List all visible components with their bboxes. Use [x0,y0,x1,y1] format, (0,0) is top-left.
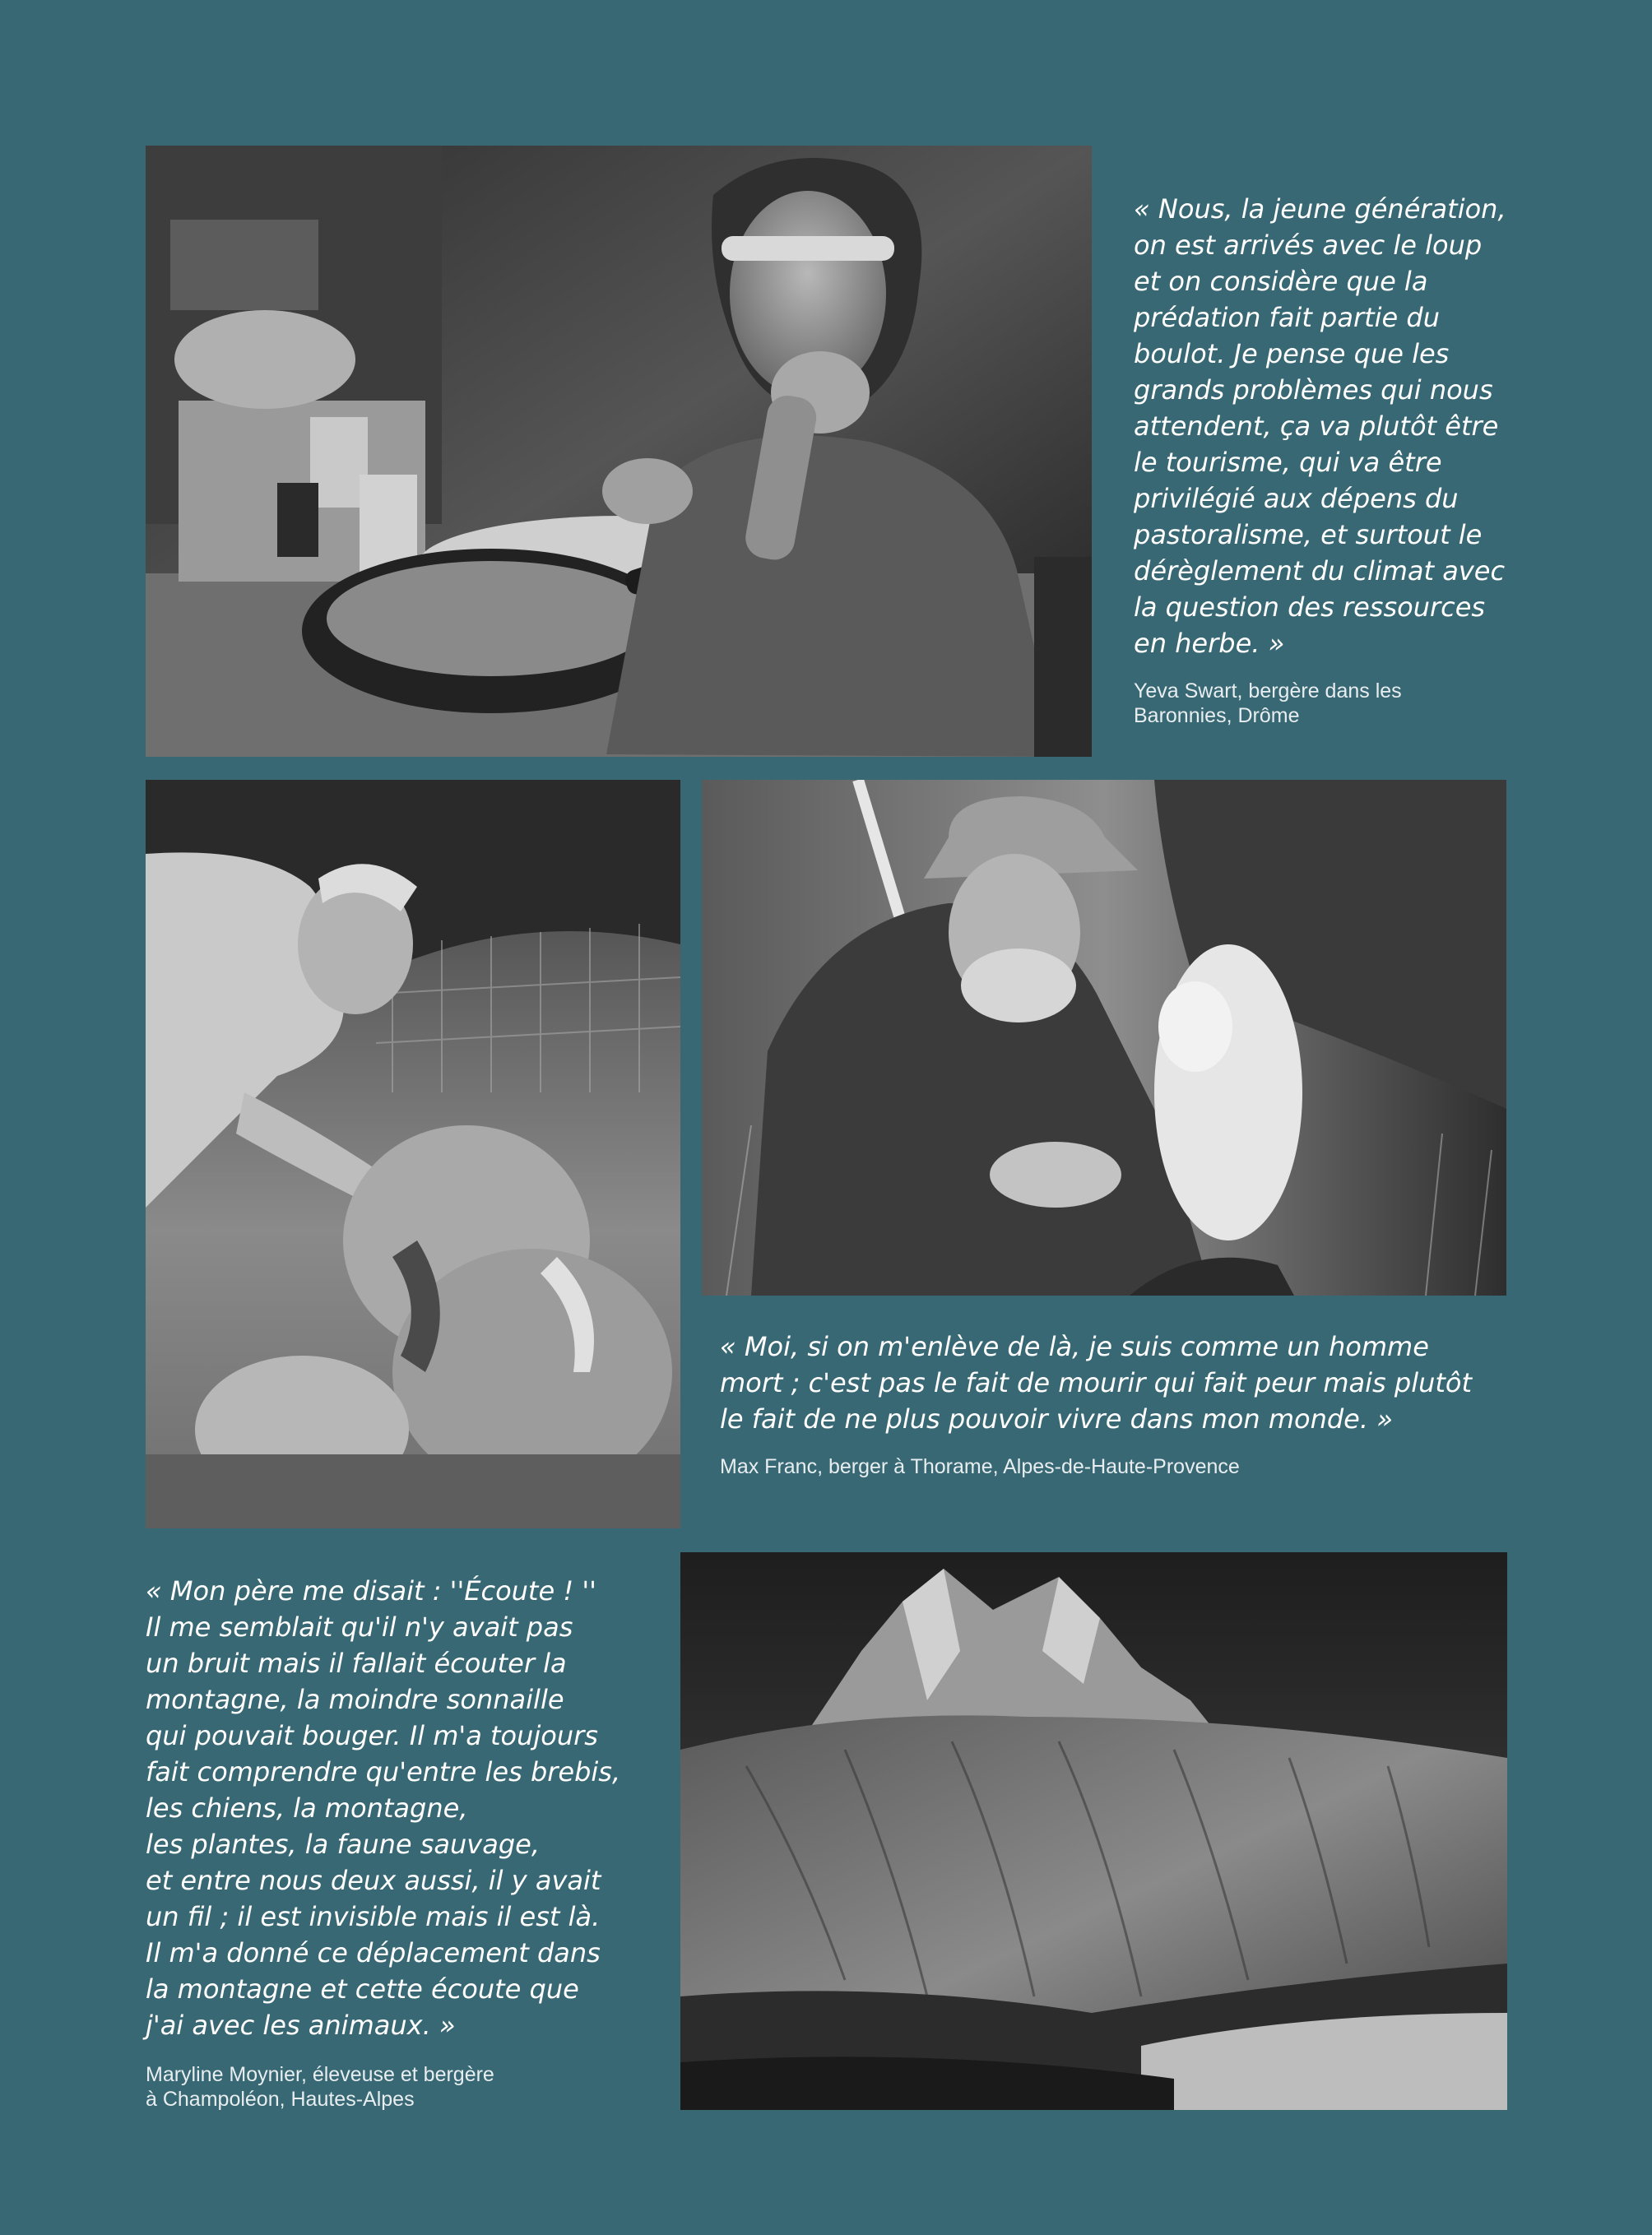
quote-line: grands problèmes qui nous [1134,374,1493,406]
quote-line: la question des ressources [1134,591,1486,623]
credit-line: Max Franc, berger à Thorame, Alpes-de-Haute-Provence [720,1455,1240,1478]
quote-line: on est arrivés avec le loup [1134,230,1483,261]
photo-mountain [680,1552,1507,2110]
quote-line: le tourisme, qui va être [1134,447,1442,478]
photo-man-dog [702,780,1506,1296]
quote-line: en herbe. » [1134,628,1285,659]
credit-line: à Champoléon, Hautes-Alpes [146,2088,415,2111]
quote-yeva-swart [1134,191,1627,661]
quote-line: privilégié aux dépens du [1134,483,1459,514]
credit-line: Maryline Moynier, éleveuse et bergère [146,2063,494,2086]
quote-maryline-moynier [146,1573,672,2043]
quote-line: dérèglement du climat avec [1134,555,1506,587]
quote-line: le fait de ne plus pouvoir vivre dans mon monde. » [720,1403,1393,1435]
photo-woman-sheep [146,780,680,1528]
quote-line: fait comprendre qu'entre les brebis, [146,1756,621,1788]
quote-line: Il me semblait qu'il n'y avait pas [146,1611,573,1643]
quote-line: « Mon père me disait : ''Écoute ! '' [146,1575,596,1607]
quote-line: les chiens, la montagne, [146,1792,468,1824]
photo-woman-sheep-image [146,780,680,1528]
quote-max-franc [720,1328,1625,1437]
photo-man-dog-image [702,780,1506,1296]
quote-line: qui pouvait bouger. Il m'a toujours [146,1720,598,1751]
photo-woman-meal-image [146,146,1092,757]
quote-line: pastoralisme, et surtout le [1134,519,1483,550]
credit-max-franc [720,1454,1625,1479]
credit-line: Yeva Swart, bergère dans les [1134,679,1402,702]
credit-line: Baronnies, Drôme [1134,704,1300,727]
quote-line: prédation fait partie du [1134,302,1440,333]
quote-line: « Nous, la jeune génération, [1134,193,1506,225]
credit-yeva-swart [1134,679,1627,728]
quote-line: la montagne et cette écoute que [146,1973,579,2005]
quote-line: j'ai avec les animaux. » [146,2010,456,2041]
quote-line: « Moi, si on m'enlève de là, je suis comme un homme [720,1331,1429,1362]
photo-woman-meal [146,146,1092,757]
quote-line: et entre nous deux aussi, il y avait [146,1865,601,1896]
credit-maryline-moynier [146,2062,672,2112]
quote-line: attendent, ça va plutôt être [1134,410,1499,442]
quote-line: boulot. Je pense que les [1134,338,1450,369]
quote-line: un fil ; il est invisible mais il est là. [146,1901,601,1932]
quote-line: les plantes, la faune sauvage, [146,1829,541,1860]
quote-line: un bruit mais il fallait écouter la [146,1648,567,1679]
quote-line: mort ; c'est pas le fait de mourir qui fait peur mais plutôt [720,1367,1473,1398]
quote-line: montagne, la moindre sonnaille [146,1684,564,1715]
quote-line: et on considère que la [1134,266,1428,297]
quote-line: Il m'a donné ce déplacement dans [146,1937,601,1968]
photo-mountain-image [680,1552,1507,2110]
